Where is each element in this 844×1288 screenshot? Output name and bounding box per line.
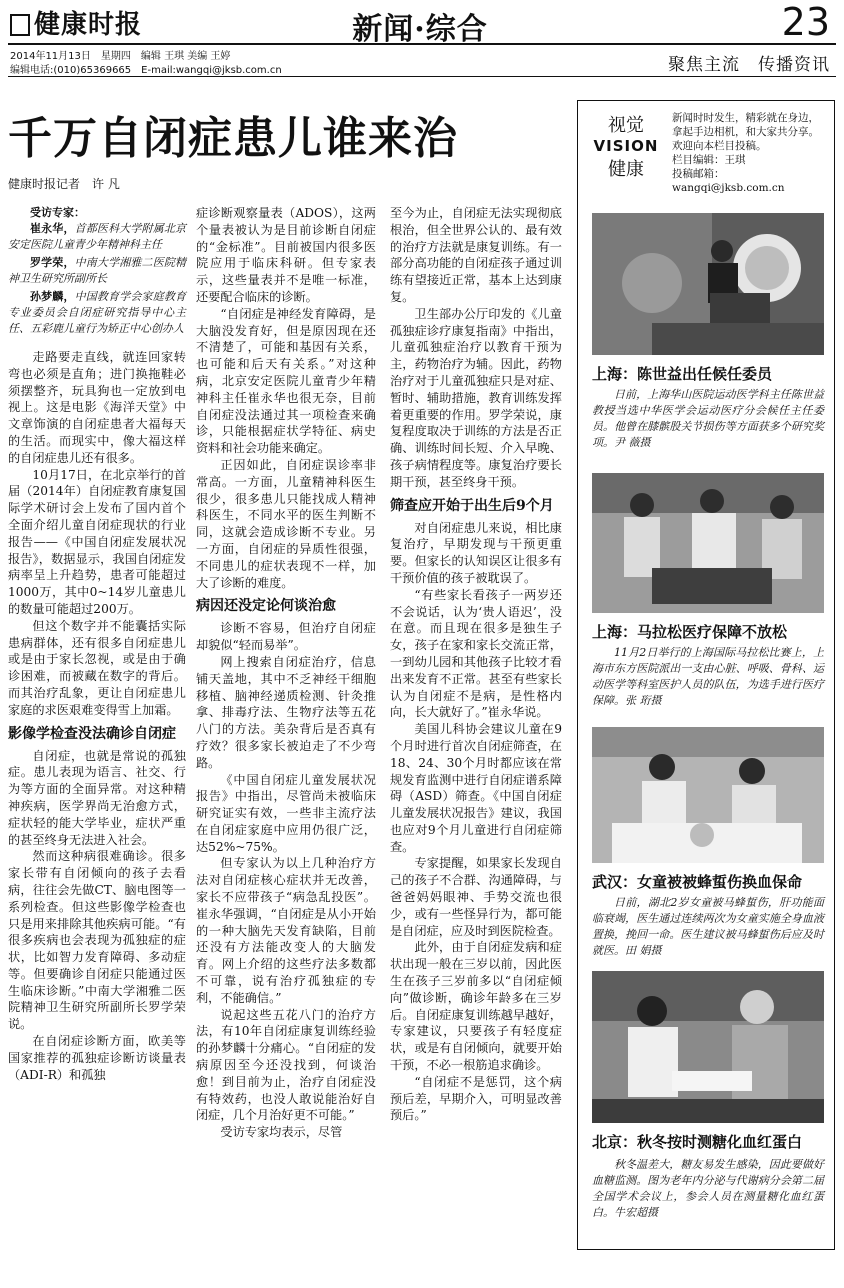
paragraph: 在自闭症诊断方面，欧美等国家推荐的孤独症诊断访谈量表（ADI-R）和孤独 [8, 1034, 186, 1082]
subheading: 筛查应开始于出生后9个月 [390, 497, 554, 514]
photo-marathon-medics [592, 473, 824, 613]
photo-hospital-child [592, 727, 824, 863]
expert-item: 孙梦麟，中国教育学会家庭教育专业委员会自闭症研究指导中心主任、五彩鹿儿童行为矫正中心创办人 [8, 290, 187, 335]
newspaper-logo-icon [10, 14, 30, 36]
photo-caption-text: 日前，湖北2岁女童被马蜂蜇伤，肝功能面临衰竭，医生通过连续两次为女童实施全身血液置换，挽回一命。医生建议被马蜂蜇伤后应及时就医。田 娟摄 [592, 896, 824, 957]
photo-caption-text: 秋冬温差大，糖友易发生感染，因此要做好血糖监测。图为老年内分泌与代谢病分会第二届全国学术会议上，参会人员在测量糖化血红蛋白。牛宏超摄 [592, 1158, 824, 1219]
contact-meta: 编辑电话:(010)65369665 E-mail:wangqi@jksb.com.cn [10, 65, 282, 76]
section-title: 新闻·综合 [352, 12, 488, 47]
sidebar-intro [586, 109, 826, 194]
article-column-1 [8, 205, 186, 1083]
photo-caption-text: 日前，上海华山医院运动医学科主任陈世益教授当选中华医学会运动医疗分会候任主任委员。他曾在膝髌股关节损伤等方面获多个研究奖项。尹 薇摄 [592, 388, 824, 449]
paragraph: 症诊断观察量表（ADOS），这两个量表被认为是目前诊断自闭症的“金标准”。目前被国内很多医院应用于临床科研。但专家表示，这些量表并不是唯一标准，还要配合临床的诊断。 [196, 206, 376, 304]
paragraph: “自闭症是神经发育障碍，是大脑没发育好，但是原因现在还不清楚了，可能和基因有关系，也可能和后天有关系。”对这种病，北京安定医院儿童青少年精神科主任崔永华也很无奈，目前自闭症没法通过其一项检查来确诊，只能根据症状学特征、病史资料和社会功能来确定。 [196, 306, 376, 456]
marathon-photo-icon [592, 473, 824, 613]
paragraph: 然而这种病很难确诊。很多家长带有自闭倾向的孩子去看病，往往会先做CT、脑电图等一系列检查。但这些影像学检查也只是用来排除其他疾病可能。“有很多疾病也会表现为孤独症的症状，比如智力发育障碍、多动症等。但要确诊自闭症只能通过医生临床诊断。”中南大学湘雅二医院精神卫生研究所副所长罗学荣说。 [8, 849, 186, 1032]
paragraph: 网上搜索自闭症治疗，信息铺天盖地，其中不乏神经干细胞移植、脑神经递质检测、针灸推拿、排毒疗法、生物疗法等五花八门的方法。美杂背后是否真有疗效？很多家长被迫走了不少弯路。 [196, 654, 376, 770]
slogan: 聚焦主流 传播资讯 [668, 55, 830, 75]
paragraph: 对自闭症患儿来说，相比康复治疗，早期发现与干预更重要。但家长的认知误区让很多有干预价值的孩子被耽误了。 [390, 520, 562, 585]
paragraph: “自闭症不是惩罚，这个病预后差，早期介入，可明显改善预后。” [390, 1074, 562, 1123]
glucose-photo-icon [592, 971, 824, 1123]
photo-caption-text: 11月2日举行的上海国际马拉松比赛上，上海市东方医院派出一支由心脏、呼吸、骨科、运动医学等科室医护人员的队伍，为选手进行医疗保障。张 珩摄 [592, 646, 824, 707]
expert-item: 崔永华，首都医科大学附属北京安定医院儿童青少年精神科主任 [8, 222, 187, 251]
photo-glucose-test [592, 971, 824, 1123]
article-column-3 [390, 205, 562, 1124]
speaker-photo-icon [592, 213, 824, 355]
photo-caption-title: 上海：陈世益出任候任委员 [592, 365, 773, 383]
paragraph: 《中国自闭症儿童发展状况报告》中指出，尽管尚未被临床研究证实有效，一些非主流疗法在自闭症家庭中应用仍很广泛，达52%~75%。 [196, 772, 376, 854]
paragraph: 美国儿科协会建议儿童在9个月时进行首次自闭症筛查，在18、24、30个月时都应该在常规发育监测中进行自闭症谱系障碍（ASD）筛查。《中国自闭症儿童发展状况报告》建议，我国也应对9个月儿童进行自闭症筛查。 [390, 722, 562, 854]
experts-block [8, 205, 186, 337]
paragraph: 10月17日，在北京举行的首届（2014年）自闭症教育康复国际学术研讨会上发布了国内首个全面介绍儿童自闭症现状的行业报告——《中国自闭症发展状况报告》，数据显示，我国自闭症发病率呈上升趋势，患者可能超过1000万，其中0~14岁儿童患儿的数量可能超过200万。 [8, 467, 186, 616]
article-headline: 千万自闭症患儿谁来治 [8, 113, 458, 164]
paragraph: 正因如此，自闭症误诊率非常高。一方面，儿童精神科医生很少，很多患儿只能找成人精神科医生，不同水平的医生判断不同，这就会造成诊断不专业。另一方面，自闭症的异质性很强，不同患儿的症状表现不一样，加大了诊断的难度。 [196, 457, 376, 590]
issue-meta: 2014年11月13日 星期四 编辑 王琪 美编 王婷 [10, 51, 231, 62]
paragraph: 专家提醒，如果家长发现自己的孩子不合群、沟通障碍，与爸爸妈妈眼神、手势交流也很少，或有一些怪异行为，都可能是自闭症，应及时到医院检查。 [390, 856, 562, 938]
paragraph: “有些家长看孩子一两岁还不会说话，认为‘贵人语迟’，没在意。而且现在很多是独生子女，孩子在家和家长交流正常，一到幼儿园和其他孩子比较才看出来发育不正常。甚至有些家长认为自闭症不是病，是性格内向，长大就好了。”崔永华说。 [390, 587, 562, 720]
article-byline: 健康时报记者 许 凡 [8, 177, 120, 191]
paragraph: 走路要走直线，就连回家转弯也必须是直角；进门换拖鞋必须摆整齐，玩具狗也一定放到电视上。这是电影《海洋天堂》中文章饰演的自闭症患者大福每天的生活。而现实中，像大福这样的自闭症患儿还有很多。 [8, 350, 186, 465]
vision-health-sidebar [577, 100, 835, 1250]
sidebar-intro-text: 新闻时时发生，精彩就在身边， 拿起手边相机，和大家共分享。 欢迎向本栏目投稿。 栏目编辑：王琪 投稿邮箱：wangqi@jksb.com.cn [672, 112, 819, 194]
paragraph: 但专家认为以上几种治疗方法对自闭症核心症状并无改善，家长不应带孩子“病急乱投医”。崔永华强调，“自闭症是从小开始的一种大脑先天发育缺陷，目前还没有方法能改变人的大脑发育。网上介绍的这些疗法多数都不可靠，说有治疗孤独症的专利，不能确信。” [196, 856, 376, 1005]
paragraph: 但这个数字并不能囊括实际患病群体，还有很多自闭症患儿或是由于家长忽视，或是由于确诊困难，而被藏在数字的背后。而其治疗乱象，更让自闭症患儿家庭的求医艰难变得雪上加霜。 [8, 618, 186, 717]
photo-caption-title: 武汉：女童被被蜂蜇伤换血保命 [592, 873, 803, 891]
paragraph: 诊断不容易，但治疗自闭症却貌似“轻而易举”。 [196, 621, 376, 653]
expert-item: 罗学荣，中南大学湘雅二医院精神卫生研究所副所长 [8, 256, 187, 285]
photo-caption-title: 北京：秋冬按时测糖化血红蛋白 [592, 1133, 803, 1151]
paragraph: 受访专家均表示，尽管 [220, 1125, 343, 1140]
paragraph: 至今为止，自闭症无法实现彻底根治，但全世界公认的、最有效的治疗方法就是康复训练。有一部分高功能的自闭症孩子通过训练有望接近正常，基本上达到康复。 [390, 206, 562, 304]
paragraph: 说起这些五花八门的治疗方法，有10年自闭症康复训练经验的孙梦麟十分痛心。“自闭症的发病原因至今还没找到，何谈治愈！到目前为止，治疗自闭症没有特效药，也没人敢说能治好自闭症，几个月治好更不可能。” [196, 1007, 376, 1123]
newspaper-logo: 健康时报 [10, 4, 142, 41]
subheading: 病因还没定论何谈治愈 [196, 598, 336, 615]
article-column-2 [196, 205, 376, 1141]
photo-caption-title: 上海：马拉松医疗保障不放松 [592, 623, 788, 641]
sidebar-brand: 视觉 VISION 健康 [593, 115, 659, 180]
hospital-photo-icon [592, 727, 824, 863]
page-number: 23 [781, 0, 830, 44]
subheading: 影像学检查没法确诊自闭症 [8, 725, 176, 742]
paragraph: 卫生部办公厅印发的《儿童孤独症诊疗康复指南》中指出，儿童孤独症治疗以教育干预为主，药物治疗为辅。因此，药物治疗对于儿童孤独症只是对症、暂时、辅助措施，教育训练发挥着更重要的作用。罗学荣说，康复程度取决于训练的方法是否正确、训练时间长短、介入早晚、孩子病情程度等。康复治疗要长期干预，甚至终身干预。 [390, 306, 562, 489]
header-rule [8, 43, 836, 45]
paragraph: 此外，由于自闭症发病和症状出现一般在三岁以前，因此医生在孩子三岁前多以“自闭症倾向”做诊断，确诊年龄多在三岁后。自闭症康复训练越早越好，专家建议，只要孩子有轻度症状，或是有自闭倾向，就要开始干预，不必一根筋追求确诊。 [390, 940, 562, 1073]
photo-speaker [592, 213, 824, 355]
header-rule-thin [8, 76, 836, 77]
masthead [0, 0, 844, 76]
paragraph: 自闭症，也就是常说的孤独症。患儿表现为语言、社交、行为等方面的全面异常。对这种精神疾病，医学界尚无治愈方式，症状轻的能大学毕业，症状严重的甚至终身无法进入社会。 [8, 748, 186, 847]
experts-label: 受访专家： [30, 206, 85, 219]
